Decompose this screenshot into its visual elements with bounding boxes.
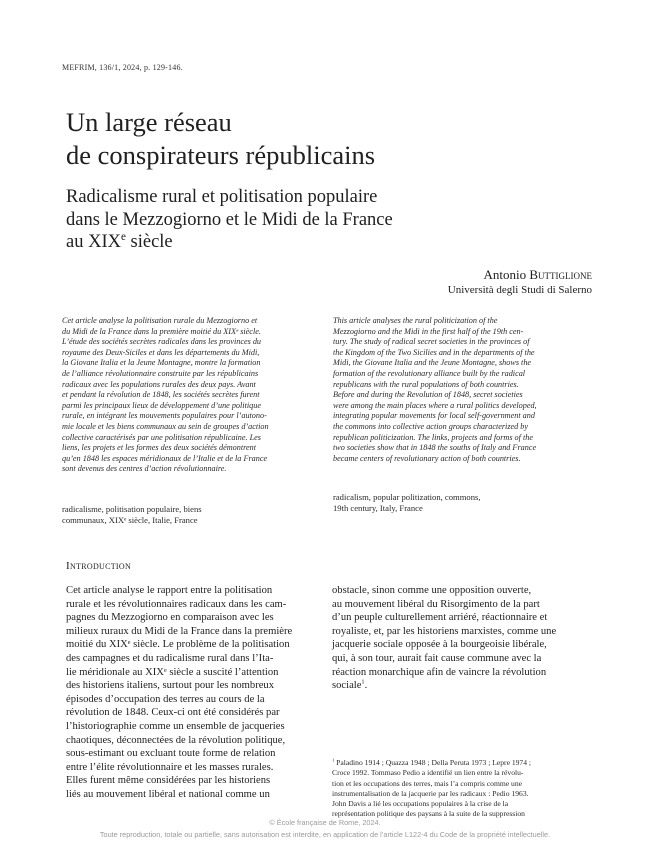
title-line-1: Un large réseau — [66, 107, 232, 137]
keywords-en-line: radicalism, popular politization, commons, — [333, 492, 481, 502]
keywords-en-line: 19th century, Italy, France — [333, 503, 423, 513]
footer-notice: Toute reproduction, totale ou partielle, sans autorisation est interdite, en application de l’article L122-4 du Code de la propriété intellectuelle. — [99, 830, 551, 839]
abstract-en-line: This article analyses the rural politicization of the — [333, 316, 498, 325]
footnote-reference[interactable]: 1 — [361, 678, 365, 686]
footnote-line: tion et les occupations des terres, mais l’a compris comme une — [332, 778, 522, 788]
abstract-fr-line: et pendant la révolution de 1848, les sociétés secrètes furent — [62, 390, 260, 400]
subtitle-superscript: e — [120, 230, 126, 243]
abstract-fr-line: collective caractérisés par une politisation républicaine. Les — [62, 432, 261, 442]
body-col2-line: jacquerie sociale opposée à la bourgeoisie libérale, — [332, 639, 547, 651]
section-heading: Introduction — [66, 560, 132, 572]
abstract-en-line: republican politicization. The links, projects and forms of the — [333, 432, 533, 442]
body-col2-line: réaction monarchique afin de vaincre la révolution — [332, 666, 547, 678]
abstract-en-line: the Kingdom of the Two Sicilies and in the departments of the — [333, 347, 535, 357]
abstract-en-line: republicans with the rural populations of both countries. — [333, 379, 519, 389]
body-col2-last-line — [332, 679, 556, 693]
abstract-fr-line: la Giovane Italia et la Jeune Montagne, montre la formation — [62, 358, 261, 368]
body-column-2 — [332, 584, 556, 693]
subtitle-line-1: Radicalisme rural et politisation populaire — [66, 187, 378, 207]
body-col1-line: liés au mouvement libéral et national comme un — [66, 788, 270, 800]
keywords-fr-line: radicalisme, politisation populaire, biens — [62, 504, 202, 514]
abstract-en-line: Midi, the Giovane Italia and the Jeune Montagne, shows the — [333, 358, 532, 368]
body-col1-line: Cet article analyse le rapport entre la politisation — [66, 585, 273, 596]
body-col1-line: épisodes d’occupation des terres au cours de la — [66, 693, 265, 705]
body-col1-line: milieux ruraux du Midi de la France dans la première — [66, 625, 293, 637]
body-col1-line: sous-estimant ou excluant toute forme de relation — [66, 748, 276, 760]
abstract-fr-line: sont devenus des centres d’action révolutionnaire. — [62, 464, 227, 474]
abstract-fr-line: Cet article analyse la politisation rurale du Mezzogiorno et — [62, 316, 258, 325]
body-col1-line: des campagnes et du radicalisme rural dans l’Ita- — [66, 652, 274, 664]
article-title — [66, 106, 586, 172]
footnote-line: Croce 1992. Tommaso Pedio a identifié un lien entre la révolu- — [332, 768, 524, 778]
abstract-fr-line: radicaux avec les populations rurales des deux pays. Avant — [62, 379, 256, 389]
abstract-english — [333, 316, 595, 464]
body-col2-last-word: sociale — [332, 680, 362, 692]
body-col1-line: pagnes du Mezzogiorno en comparaison avec les — [66, 612, 274, 624]
subtitle-century: au XIX — [66, 232, 121, 252]
abstract-fr-line: parmi les principaux lieux de développement d’une politique — [62, 400, 261, 410]
abstract-fr-line: royaume des Deux-Siciles et dans les départements du Midi, — [62, 347, 260, 357]
abstract-en-line: integrating popular movements for local self-government and — [333, 411, 535, 421]
body-col1-line: révolution de 1848. Ceux-ci ont été considérés par — [66, 707, 280, 719]
author-first-name: Antonio — [483, 267, 530, 282]
abstract-en-line: Mezzogiorno and the Midi in the first half of the 19th cen- — [333, 326, 524, 336]
footnote-lines — [332, 768, 531, 819]
body-col2-line: d’un peuple culturellement arriéré, réactionnaire et — [332, 612, 548, 624]
body-col1-line: rurale et les révolutionnaires radicaux dans les cam- — [66, 598, 287, 610]
abstract-fr-line: mie locale et les biens communaux au sein de groupes d’action — [62, 421, 269, 431]
abstract-en-line: tury. The study of radical secret societies in the provinces of — [333, 337, 530, 347]
abstract-en-line: formation of the revolutionary alliance built by the radical — [333, 368, 526, 378]
body-col2-lines — [332, 584, 556, 679]
abstract-fr-line: de l’alliance révolutionnaire construite par les républicains — [62, 368, 259, 378]
body-col2-line: qui, à son tour, aurait fait cause commune avec la — [332, 652, 542, 664]
abstract-french — [62, 316, 324, 475]
body-col1-line: entre l’élite révolutionnaire et les masses rurales. — [66, 761, 274, 773]
author-affiliation: Università degli Studi di Salerno — [447, 284, 592, 296]
body-col2-end: . — [364, 680, 368, 692]
body-col1-line: chaotiques, déconnectées de la révolution politique, — [66, 734, 286, 746]
body-col1-line: Elles furent même considérées par les historiens — [66, 775, 271, 787]
abstract-en-line: Before and during the Revolution of 1848, secret societies — [333, 390, 523, 400]
body-col1-line: des historiens italiens, surtout pour les nombreux — [66, 680, 275, 692]
abstract-fr-line: rurale, en intégrant les mouvements populaires pour l’autono- — [62, 411, 267, 421]
body-col1-line: l’historiographie comme un ensemble de jacqueries — [66, 720, 285, 732]
title-line-2: de conspirateurs républicains — [66, 140, 376, 170]
footnote-line: John Davis a lié les occupations populaires à la crise de la — [332, 799, 509, 809]
body-column-1 — [66, 584, 292, 802]
body-col2-line: royaliste, et, par les historiens marxistes, comme une — [332, 625, 557, 637]
body-col2-line: obstacle, sinon comme une opposition ouverte, — [332, 585, 532, 596]
abstract-en-line: became centers of revolutionary action of both countries. — [333, 453, 521, 463]
journal-reference: MEFRIM, 136/1, 2024, p. 129-146. — [62, 63, 183, 72]
footnote-first-text: Paladino 1914 ; Quazza 1948 ; Della Peruta 1973 ; Lepre 1974 ; — [334, 758, 532, 767]
keywords-french — [62, 504, 202, 526]
footer-copyright: © École française de Rome, 2024. — [269, 818, 381, 827]
abstract-en-line: were among the main places where a rural politics developed, — [333, 400, 537, 410]
footnote — [332, 758, 531, 820]
article-subtitle — [66, 186, 586, 254]
body-col2-line: au mouvement libéral du Risorgimento de la part — [332, 598, 540, 610]
abstract-fr-line: L’étude des sociétés secrètes radicales dans les provinces du — [62, 337, 262, 347]
abstract-fr-line: du Midi de la France dans la première moitié du XIXᵉ siècle. — [62, 326, 261, 336]
abstract-fr-line: liens, les projets et les formes des deux sociétés démontrent — [62, 443, 257, 453]
footnote-first-line — [332, 758, 531, 768]
footnote-line: instrumentalisation de la jacquerie par les radicaux : Pedio 1963. — [332, 788, 529, 798]
body-col1-line: moitié du XIXᵉ siècle. Le problème de la politisation — [66, 639, 290, 651]
abstract-en-line: the commons into collective action groups characterized by — [333, 421, 529, 431]
abstract-fr-line: qu’en 1848 les espaces méridionaux de l’Italie et de la France — [62, 453, 268, 463]
footnote-line: représentation politique des paysans à la suite de la suppression — [332, 809, 525, 819]
author-name — [483, 267, 592, 283]
subtitle-line-2: dans le Mezzogiorno et le Midi de la France — [66, 209, 393, 230]
keywords-english — [333, 492, 481, 514]
abstract-en-line: two societies show that in 1848 the souths of Italy and France — [333, 443, 537, 453]
subtitle-end: siècle — [125, 232, 173, 252]
keywords-fr-line: communaux, XIXᵉ siècle, Italie, France — [62, 515, 198, 525]
author-last-name: Buttiglione — [529, 267, 592, 282]
subtitle-line-3 — [66, 231, 586, 254]
body-col1-line: lie méridionale au XIXᵉ siècle a suscité l’attention — [66, 666, 279, 678]
footnote-number: 1 — [332, 757, 335, 763]
